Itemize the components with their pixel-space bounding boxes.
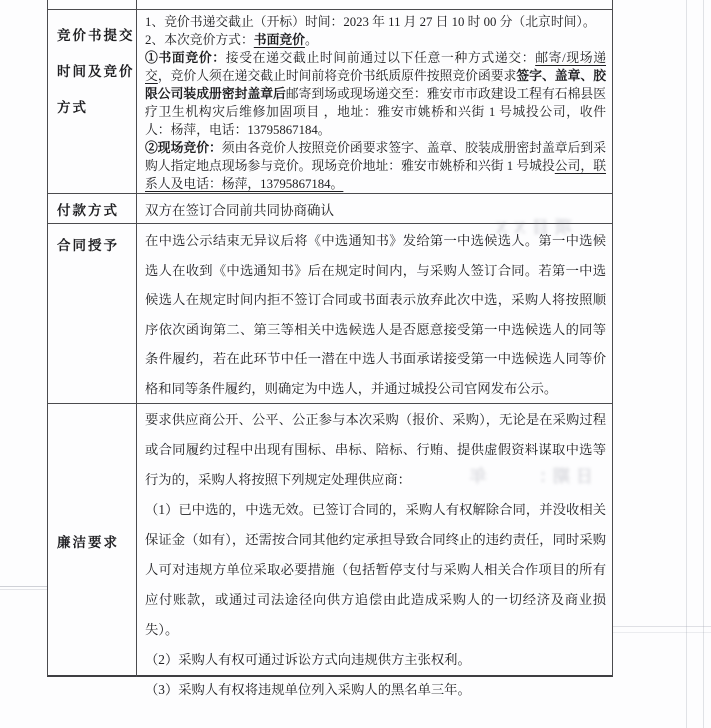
row-label-payment — [48, 194, 137, 223]
label-line-3: 方式 — [57, 100, 88, 115]
bid-method-paragraph — [145, 31, 606, 49]
bleed-through-text-date: 日期： 年 — [463, 467, 593, 486]
label-line-1: 竞价书提交 — [57, 28, 135, 43]
row-content-payment — [137, 194, 612, 223]
table-row-contract-award — [48, 223, 612, 403]
text-segment: ，竞价人须在递交截止时间前将竞价书纸质原件按照竞价函要求 — [157, 69, 517, 83]
table-row-payment — [48, 193, 612, 223]
page-scan-edge-outer — [703, 0, 704, 728]
text-segment: ②现场竞价： — [145, 141, 222, 155]
label-line-2: 时间及竞价 — [57, 64, 135, 79]
row-label-contract-award — [48, 224, 137, 403]
integrity-intro-paragraph: 要求供应商公开、公平、公正参与本次采购（报价、采购），无论是在采购过程或合同履约过程中出现有围标、串标、陪标、行贿、提供虚假资料谋取中选等行为的，采购人将按照下列规定处理供应商： — [145, 412, 606, 487]
row-content-contract-award — [137, 224, 612, 403]
scan-artifact-left-margin-line — [0, 586, 47, 587]
row-label-integrity — [48, 404, 137, 677]
text-segment: 接受在递交截止时间前通过以下任意一种方式递交： — [225, 51, 536, 65]
table-row-partial-top — [48, 0, 612, 9]
contract-award-label: 合同授予 — [57, 238, 119, 253]
text-segment: 邮寄/现场递交 — [145, 51, 607, 83]
table-row-bid-submission — [48, 9, 612, 193]
partial-content-cell — [137, 0, 612, 9]
payment-text: 双方在签订合同前共同协商确认 — [145, 202, 334, 218]
text-segment: ①书面竞价： — [145, 51, 226, 65]
text-segment: 。 — [304, 33, 318, 47]
row-label-bid-submission — [48, 10, 137, 193]
page-scan-edge — [686, 0, 687, 728]
bleed-through-text-top: 项目XX — [489, 218, 572, 237]
onsite-bid-paragraph — [145, 139, 606, 193]
row-content-integrity — [137, 404, 612, 697]
text-segment: 邮寄到场或现场递交至：雅安市市政建设工程有石棉县医疗卫生机构灾后维修加固项目 ，地址：雅安市姚桥和兴街 1 号城投公司，收件人：杨萍，电话：13795867184。 — [145, 87, 607, 137]
integrity-clause-3: （3）采购人有权将违规单位列入采购人的黑名单三年。 — [145, 682, 471, 697]
integrity-clause-1: （1）已中选的，中选无效。已签订合同的，采购人有权解除合同，并没收相关保证金（如有），还需按合同其他约定承担导致合同终止的违约责任，同时采购人可对违规方单位采取必要措施（包括暂停支付与采购人相关合作项目的所有应付账款，或通过司法途径向供方追偿由此造成采购人的一切经济及商业损失）。 — [145, 502, 606, 637]
procurement-terms-table — [47, 0, 613, 697]
text-segment: 1、竞价书递交截止（开标）时间：2023 年 11 月 27 日 10 时 00 分（北京时间）。 — [145, 15, 596, 29]
text-segment: 公司，联系人及电话：杨萍，13795867184。 — [145, 159, 607, 191]
text-segment: 2、本次竞价方式： — [145, 33, 254, 47]
scan-artifact-right-margin-line — [612, 626, 711, 627]
row-content-bid-submission — [137, 10, 612, 193]
integrity-clause-2: （2）采购人有权可通过诉讼方式向违规供方主张权利。 — [145, 652, 471, 667]
partial-label-cell — [48, 0, 137, 9]
text-segment: 签字、盖章、胶限公司装成册密封盖章后 — [145, 69, 607, 101]
contract-award-paragraph: 在中选公示结束无异议后将《中选通知书》发给第一中选候选人。第一中选候选人在收到《中选通知书》后在规定时间内，与采购人签订合同。若第一中选候选人在规定时间内拒不签订合同或书面表示放弃此次中选，采购人将按照顺序依次函询第二、第三等相关中选候选人是否愿意接受第一中选候选人的同等条件履约，若在此环节中任一潜在中选人书面承诺接受第一中选候选人同等价格和同等条件履约，则确定为中选人，并通过城投公司官网发布公示。 — [145, 233, 606, 396]
payment-label: 付款方式 — [57, 202, 119, 218]
text-segment: 书面竞价 — [253, 33, 305, 47]
text-segment: 须由各竞价人按照竞价函要求签字、盖章、胶装成册密封盖章后到采购人指定地点现场参与竞价。现场竞价地址：雅安市姚桥和兴街 1 号城投 — [145, 141, 607, 173]
bid-deadline-paragraph — [145, 13, 606, 31]
table-row-integrity — [48, 403, 612, 697]
integrity-label: 廉洁要求 — [57, 534, 119, 550]
written-bid-paragraph — [145, 49, 606, 139]
